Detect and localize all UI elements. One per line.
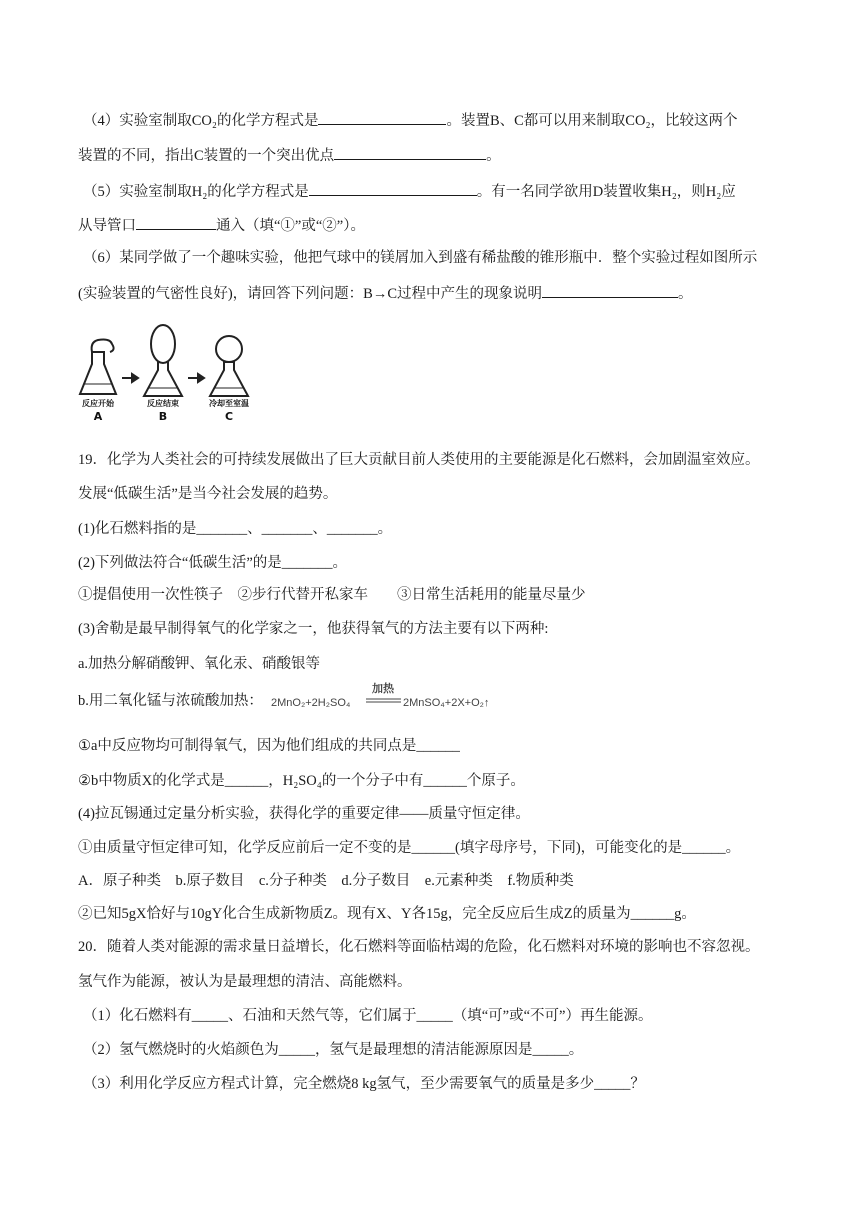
equation-right: 2MnSO₄+2X+O₂↑ bbox=[403, 697, 490, 709]
fig-letter-b: B bbox=[158, 410, 168, 422]
text: 通入（填“①”或“②”）。 bbox=[216, 218, 365, 234]
flask-c-icon bbox=[210, 336, 248, 396]
text: （4）实验室制取CO₂的化学方程式是 bbox=[83, 113, 319, 129]
chemical-equation bbox=[271, 680, 531, 714]
q18-part6-line1 bbox=[83, 248, 757, 268]
q20-stem-line1: 20．随着人类对能源的需求量日益增长，化石燃料等面临枯竭的危险，化石燃料对环境的影响也不容忽视。 bbox=[78, 939, 760, 955]
q20-sub2: （2）氢气燃烧时的火焰颜色为_____，氢气是最理想的清洁能源原因是_____。 bbox=[83, 1042, 584, 1058]
text: 。装置B、C都可以用来制取CO₂，比较这两个 bbox=[446, 113, 738, 129]
q18-part6-line2 bbox=[78, 283, 693, 304]
q20-stem-line2: 氢气作为能源，被认为是最理想的清洁、高能燃料。 bbox=[78, 974, 412, 990]
text: （6）某同学做了一个趣味实验，他把气球中的镁屑加入到盛有稀盐酸的锥形瓶中．整个实验过程如图所示 bbox=[83, 250, 758, 266]
q19-sub4: (4)拉瓦锡通过定量分析实验，获得化学的重要定律——质量守恒定律。 bbox=[78, 806, 530, 822]
answer-blank[interactable] bbox=[318, 110, 446, 125]
answer-blank[interactable] bbox=[309, 181, 477, 196]
q19-stem-line1: 19．化学为人类社会的可持续发展做出了巨大贡献目前人类使用的主要能源是化石燃料，会加剧温室效应。 bbox=[78, 452, 760, 468]
flask-b-icon bbox=[144, 325, 182, 396]
q19-sub2-options: ①提倡使用一次性筷子 ②步行代替开私家车 ③日常生活耗用的能量尽量少 bbox=[78, 587, 586, 603]
q18-part5-line2 bbox=[78, 215, 365, 236]
q19-sub4-options: A．原子种类 b.原子数目 c.分子种类 d.分子数目 e.元素种类 f.物质种类 bbox=[78, 873, 574, 889]
q18-part4-line2 bbox=[78, 145, 501, 166]
answer-blank[interactable] bbox=[542, 283, 678, 298]
text: 装置的不同，指出C装置的一个突出优点 bbox=[78, 148, 335, 164]
equation-left: 2MnO₂+2H₂SO₄ bbox=[271, 697, 351, 709]
answer-blank[interactable] bbox=[334, 145, 486, 160]
q19-sub3-q1: ①a中反应物均可制得氧气，因为他们组成的共同点是______ bbox=[78, 738, 460, 754]
text: 。 bbox=[678, 286, 693, 302]
q19-sub3-q2: ②b中物质X的化学式是______，H₂SO₄的一个分子中有______个原子。 bbox=[78, 773, 525, 789]
text: 从导管口 bbox=[78, 218, 136, 234]
text: 。有一名同学欲用D装置收集H₂，则H₂应 bbox=[476, 184, 736, 200]
arrow-icon bbox=[188, 374, 204, 382]
fig-label-a: 反应开始 bbox=[82, 399, 114, 408]
q19-sub4-q1: ①由质量守恒定律可知，化学反应前后一定不变的是______(填字母序号，下同)，可能变化的是______。 bbox=[78, 840, 741, 856]
fig-label-b: 反应结束 bbox=[147, 399, 179, 408]
q19-sub2: (2)下列做法符合“低碳生活”的是_______。 bbox=[78, 555, 348, 571]
arrow-icon bbox=[122, 374, 138, 382]
q20-sub3: （3）利用化学反应方程式计算，完全燃烧8 kg氢气，至少需要氧气的质量是多少_____？ bbox=[83, 1076, 645, 1092]
balloon-experiment-figure bbox=[78, 322, 278, 422]
fig-label-c: 冷却至室温 bbox=[209, 399, 249, 408]
text: (实验装置的气密性良好)，请回答下列问题：B→C过程中产生的现象说明 bbox=[78, 286, 542, 302]
q19-sub3-b: b.用二氧化锰与浓硫酸加热： bbox=[78, 693, 263, 709]
q19-sub3-a: a.加热分解硝酸钾、氧化汞、硝酸银等 bbox=[78, 656, 321, 672]
text: 。 bbox=[486, 148, 501, 164]
answer-blank[interactable] bbox=[136, 215, 216, 230]
q20-sub1: （1）化石燃料有_____、石油和天然气等，它们属于_____（填“可”或“不可”）再生能源。 bbox=[83, 1008, 653, 1024]
q19-sub1: (1)化石燃料指的是_______、_______、_______。 bbox=[78, 521, 393, 537]
fig-letter-a: A bbox=[93, 410, 103, 422]
flask-a-icon bbox=[80, 340, 116, 395]
text: （5）实验室制取H₂的化学方程式是 bbox=[83, 184, 309, 200]
fig-letter-c: C bbox=[224, 410, 234, 422]
q19-sub4-q2: ②已知5gX恰好与10gY化合生成新物质Z。现有X、Y各15g，完全反应后生成Z的质量为______g。 bbox=[78, 906, 696, 922]
equation-condition: 加热 bbox=[372, 683, 394, 695]
q19-stem-line2: 发展“低碳生活”是当今社会发展的趋势。 bbox=[78, 486, 338, 502]
q18-part4-line1 bbox=[83, 110, 738, 131]
q19-sub3: (3)舍勒是最早制得氧气的化学家之一，他获得氧气的方法主要有以下两种: bbox=[78, 621, 549, 637]
q18-part5-line1 bbox=[83, 181, 736, 202]
